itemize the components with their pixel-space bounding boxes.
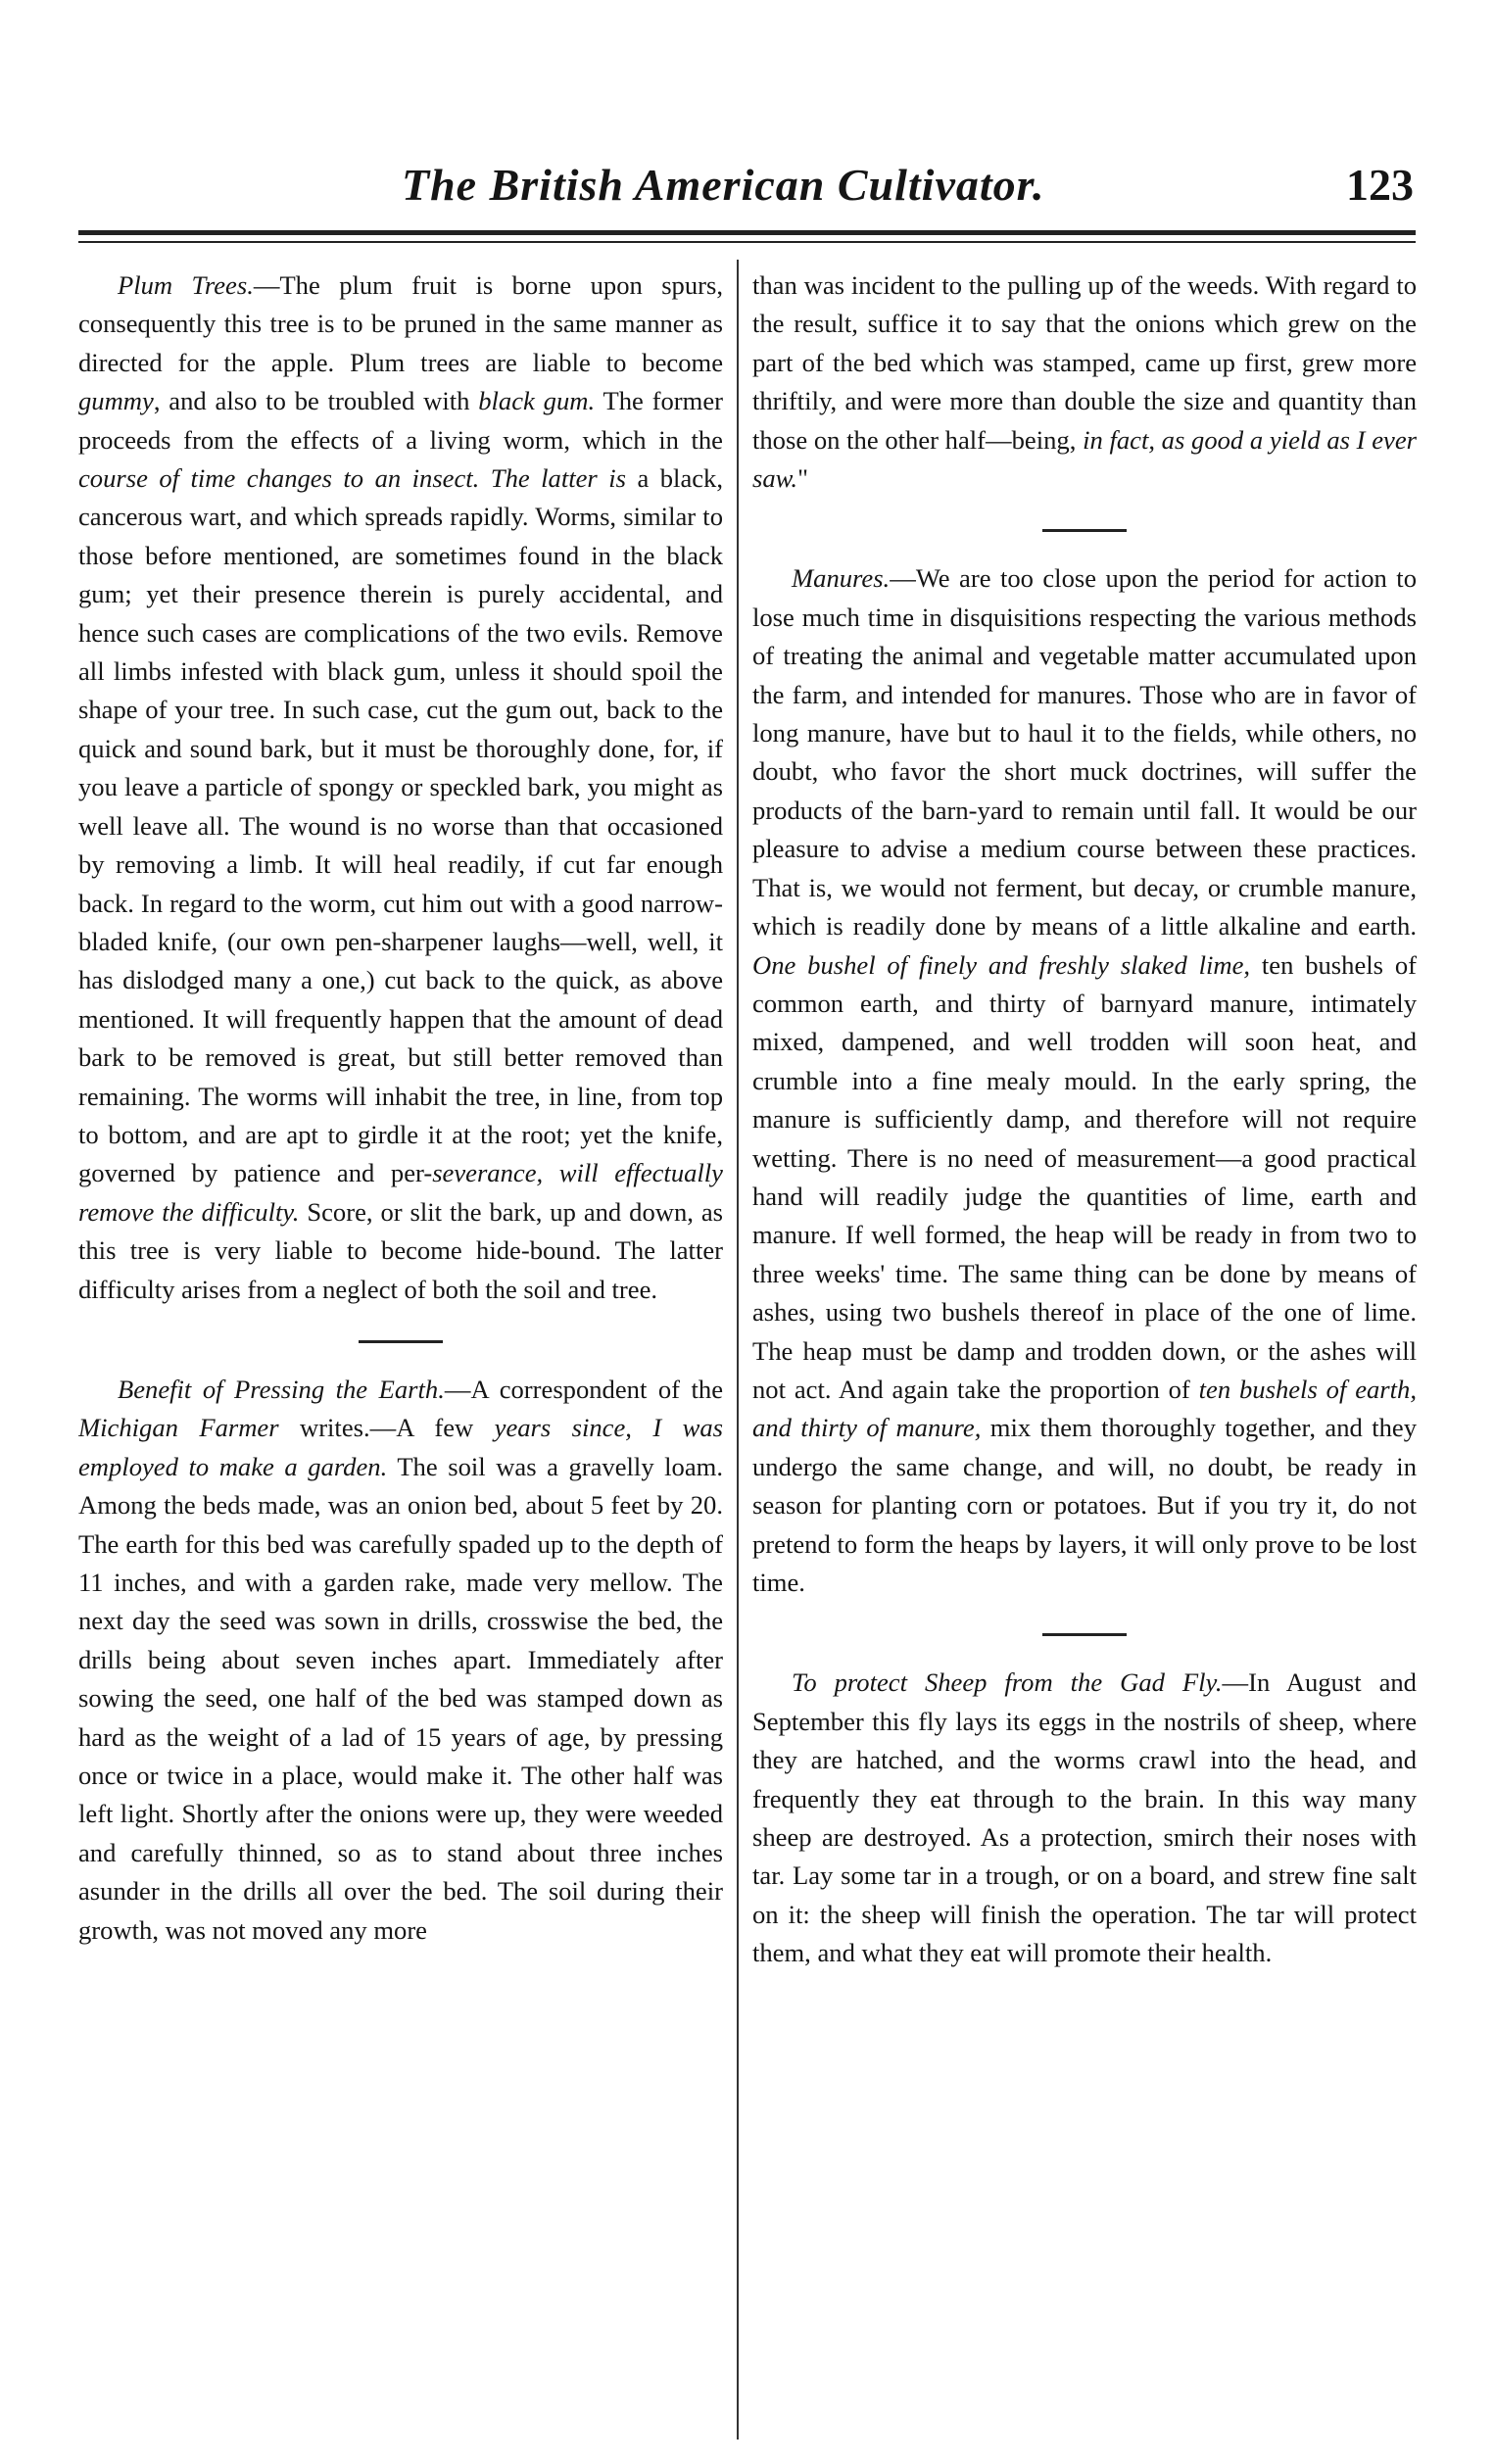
article-emphasis: in fact, as good a yield as I ever saw. bbox=[752, 424, 1417, 494]
article-emphasis: ten bushels of earth, and thirty of manure, bbox=[752, 1374, 1417, 1443]
article-text: writes.—A few bbox=[278, 1413, 495, 1443]
column-divider bbox=[737, 260, 739, 2440]
article-emphasis: One bushel of finely and freshly slaked lime, bbox=[752, 949, 1251, 980]
article-text: —We are too close upon the period for action to lose much time in disquisitions respecting the various methods of treating the animal and vegetable matter accumulated upon the farm, and intended for manures. Those who are in favor of long manure, have but to haul it to the fields, while others, no doubt, who favor the short muck doctrines, will suffer the products of the barn-yard to remain until fall. It would be our pleasure to advise a medium course between these practices. That is, we would not ferment, but decay, or crumble manure, which is readily done by means of a little alkaline and earth. bbox=[752, 563, 1417, 942]
article-emphasis: Michigan Farmer bbox=[78, 1413, 279, 1443]
article-text: , and also to be troubled with bbox=[153, 386, 479, 416]
article-text: —The plum fruit is borne upon spurs, consequently this tree is to be pruned in the same manner as directed for the apple. Plum trees are liable to become bbox=[78, 270, 723, 377]
article-emphasis: course of time changes to an insect. The latter is bbox=[78, 463, 626, 494]
article-sheep-gad-fly bbox=[752, 1664, 1417, 1972]
article-text: The former proceeds from the effects of a living worm, which in the bbox=[78, 386, 723, 455]
article-text: —A correspondent of the bbox=[444, 1374, 723, 1404]
running-head bbox=[78, 147, 1416, 225]
running-title: The British American Cultivator. bbox=[402, 160, 1045, 210]
section-separator bbox=[359, 1340, 443, 1343]
article-manures bbox=[752, 559, 1417, 1602]
header-rule-thin bbox=[78, 241, 1416, 243]
left-column bbox=[78, 266, 723, 2437]
article-emphasis: severance, will effectually remove the difficulty. bbox=[78, 1158, 723, 1227]
article-text: than was incident to the pulling up of the weeds. With regard to the result, suffice it to say that the onions which grew on the part of the bed which was stamped, came up first, grew more thriftily, and were more than double the size and quantity than those on the other half—being, bbox=[752, 270, 1417, 455]
right-column bbox=[752, 266, 1417, 2437]
article-emphasis: years since, I was employed to make a garden. bbox=[78, 1413, 723, 1481]
article-plum-trees bbox=[78, 266, 723, 1309]
section-separator bbox=[1042, 529, 1127, 532]
article-text: " bbox=[797, 463, 808, 494]
article-title-sheep-gad-fly: To protect Sheep from the Gad Fly. bbox=[792, 1667, 1223, 1698]
article-text: Score, or slit the bark, up and down, as this tree is very liable to become hide-bound. The latter difficulty arises from a neglect of both the soil and tree. bbox=[78, 1196, 723, 1304]
article-text: The soil was a gravelly loam. Among the beds made, was an onion bed, about 5 feet by 20. The earth for this bed was carefully spaded up to the depth of 11 inches, and with a garden rake, made very mellow. The next day the seed was sown in drills, crosswise the bed, the drills being about seven inches apart. Immediately after sowing the seed, one half of the bed was stamped down as hard as the weight of a lad of 15 years of age, by pressing once or twice in a place, would make it. The other half was left light. Shortly after the onions were up, they were weeded and carefully thinned, so as to stand about three inches asunder in the drills all over the bed. The soil during their growth, was not moved any more bbox=[78, 1451, 723, 1945]
article-text: a black, cancerous wart, and which spreads rapidly. Worms, similar to those before mentioned, are sometimes found in the black gum; yet their presence therein is purely accidental, and hence such cases are complications of the two evils. Remove all limbs infested with black gum, unless it should spoil the shape of your tree. In such case, cut the gum out, back to the quick and sound bark, but it must be thoroughly done, for, if you leave a particle of spongy or speckled bark, you might as well leave all. The wound is no worse than that occasioned by removing a limb. It will heal readily, if cut far enough back. In regard to the worm, cut him out with a good narrow-bladed knife, (our own pen-sharpener laughs—well, well, it has dislodged many a one,) cut back to the quick, as above mentioned. It will frequently happen that the amount of dead bark to be removed is great, but still better removed than remaining. The worms will inhabit the tree, in line, from top to bottom, and are apt to girdle it at the root; yet the knife, governed by patience and per- bbox=[78, 463, 723, 1188]
article-emphasis: black gum. bbox=[478, 386, 596, 416]
article-benefit-of-pressing bbox=[78, 1371, 723, 1950]
article-title-manures: Manures. bbox=[792, 563, 891, 594]
article-title-plum-trees: Plum Trees. bbox=[118, 270, 254, 300]
article-text: —In August and September this fly lays its eggs in the nostrils of sheep, where they are hatched, and the worms crawl into the head, and frequently they eat through to the brain. In this way many sheep are destroyed. As a protection, smirch their noses with tar. Lay some tar in a trough, or on a board, and strew fine salt on it: the sheep will finish the operation. The tar will protect them, and what they eat will promote their health. bbox=[752, 1667, 1417, 1968]
article-text: ten bushels of common earth, and thirty of barnyard manure, intimately mixed, dampened, and well trodden will soon heat, and crumble into a fine mealy mould. In the early spring, the manure is sufficiently damp, and therefore will not require wetting. There is no need of measurement—a good practical hand will readily judge the quantities of lime, earth and manure. If well formed, the heap will be ready in from two to three weeks' time. The same thing can be done by means of ashes, using two bushels thereof in place of the one of lime. The heap must be damp and trodden down, or the ashes will not act. And again take the proportion of bbox=[752, 949, 1417, 1404]
header-rule-thick bbox=[78, 230, 1416, 235]
section-separator bbox=[1042, 1633, 1127, 1636]
article-text: mix them thoroughly together, and they undergo the same change, and will, no doubt, be ready in season for planting corn or potatoes. But if you try it, do not pretend to form the heaps by layers, it will only prove to be lost time. bbox=[752, 1413, 1417, 1597]
article-benefit-continued bbox=[752, 266, 1417, 498]
article-title-benefit-of-pressing: Benefit of Pressing the Earth. bbox=[118, 1374, 445, 1404]
page-number: 123 bbox=[1346, 160, 1414, 210]
article-emphasis: gummy bbox=[78, 386, 154, 416]
